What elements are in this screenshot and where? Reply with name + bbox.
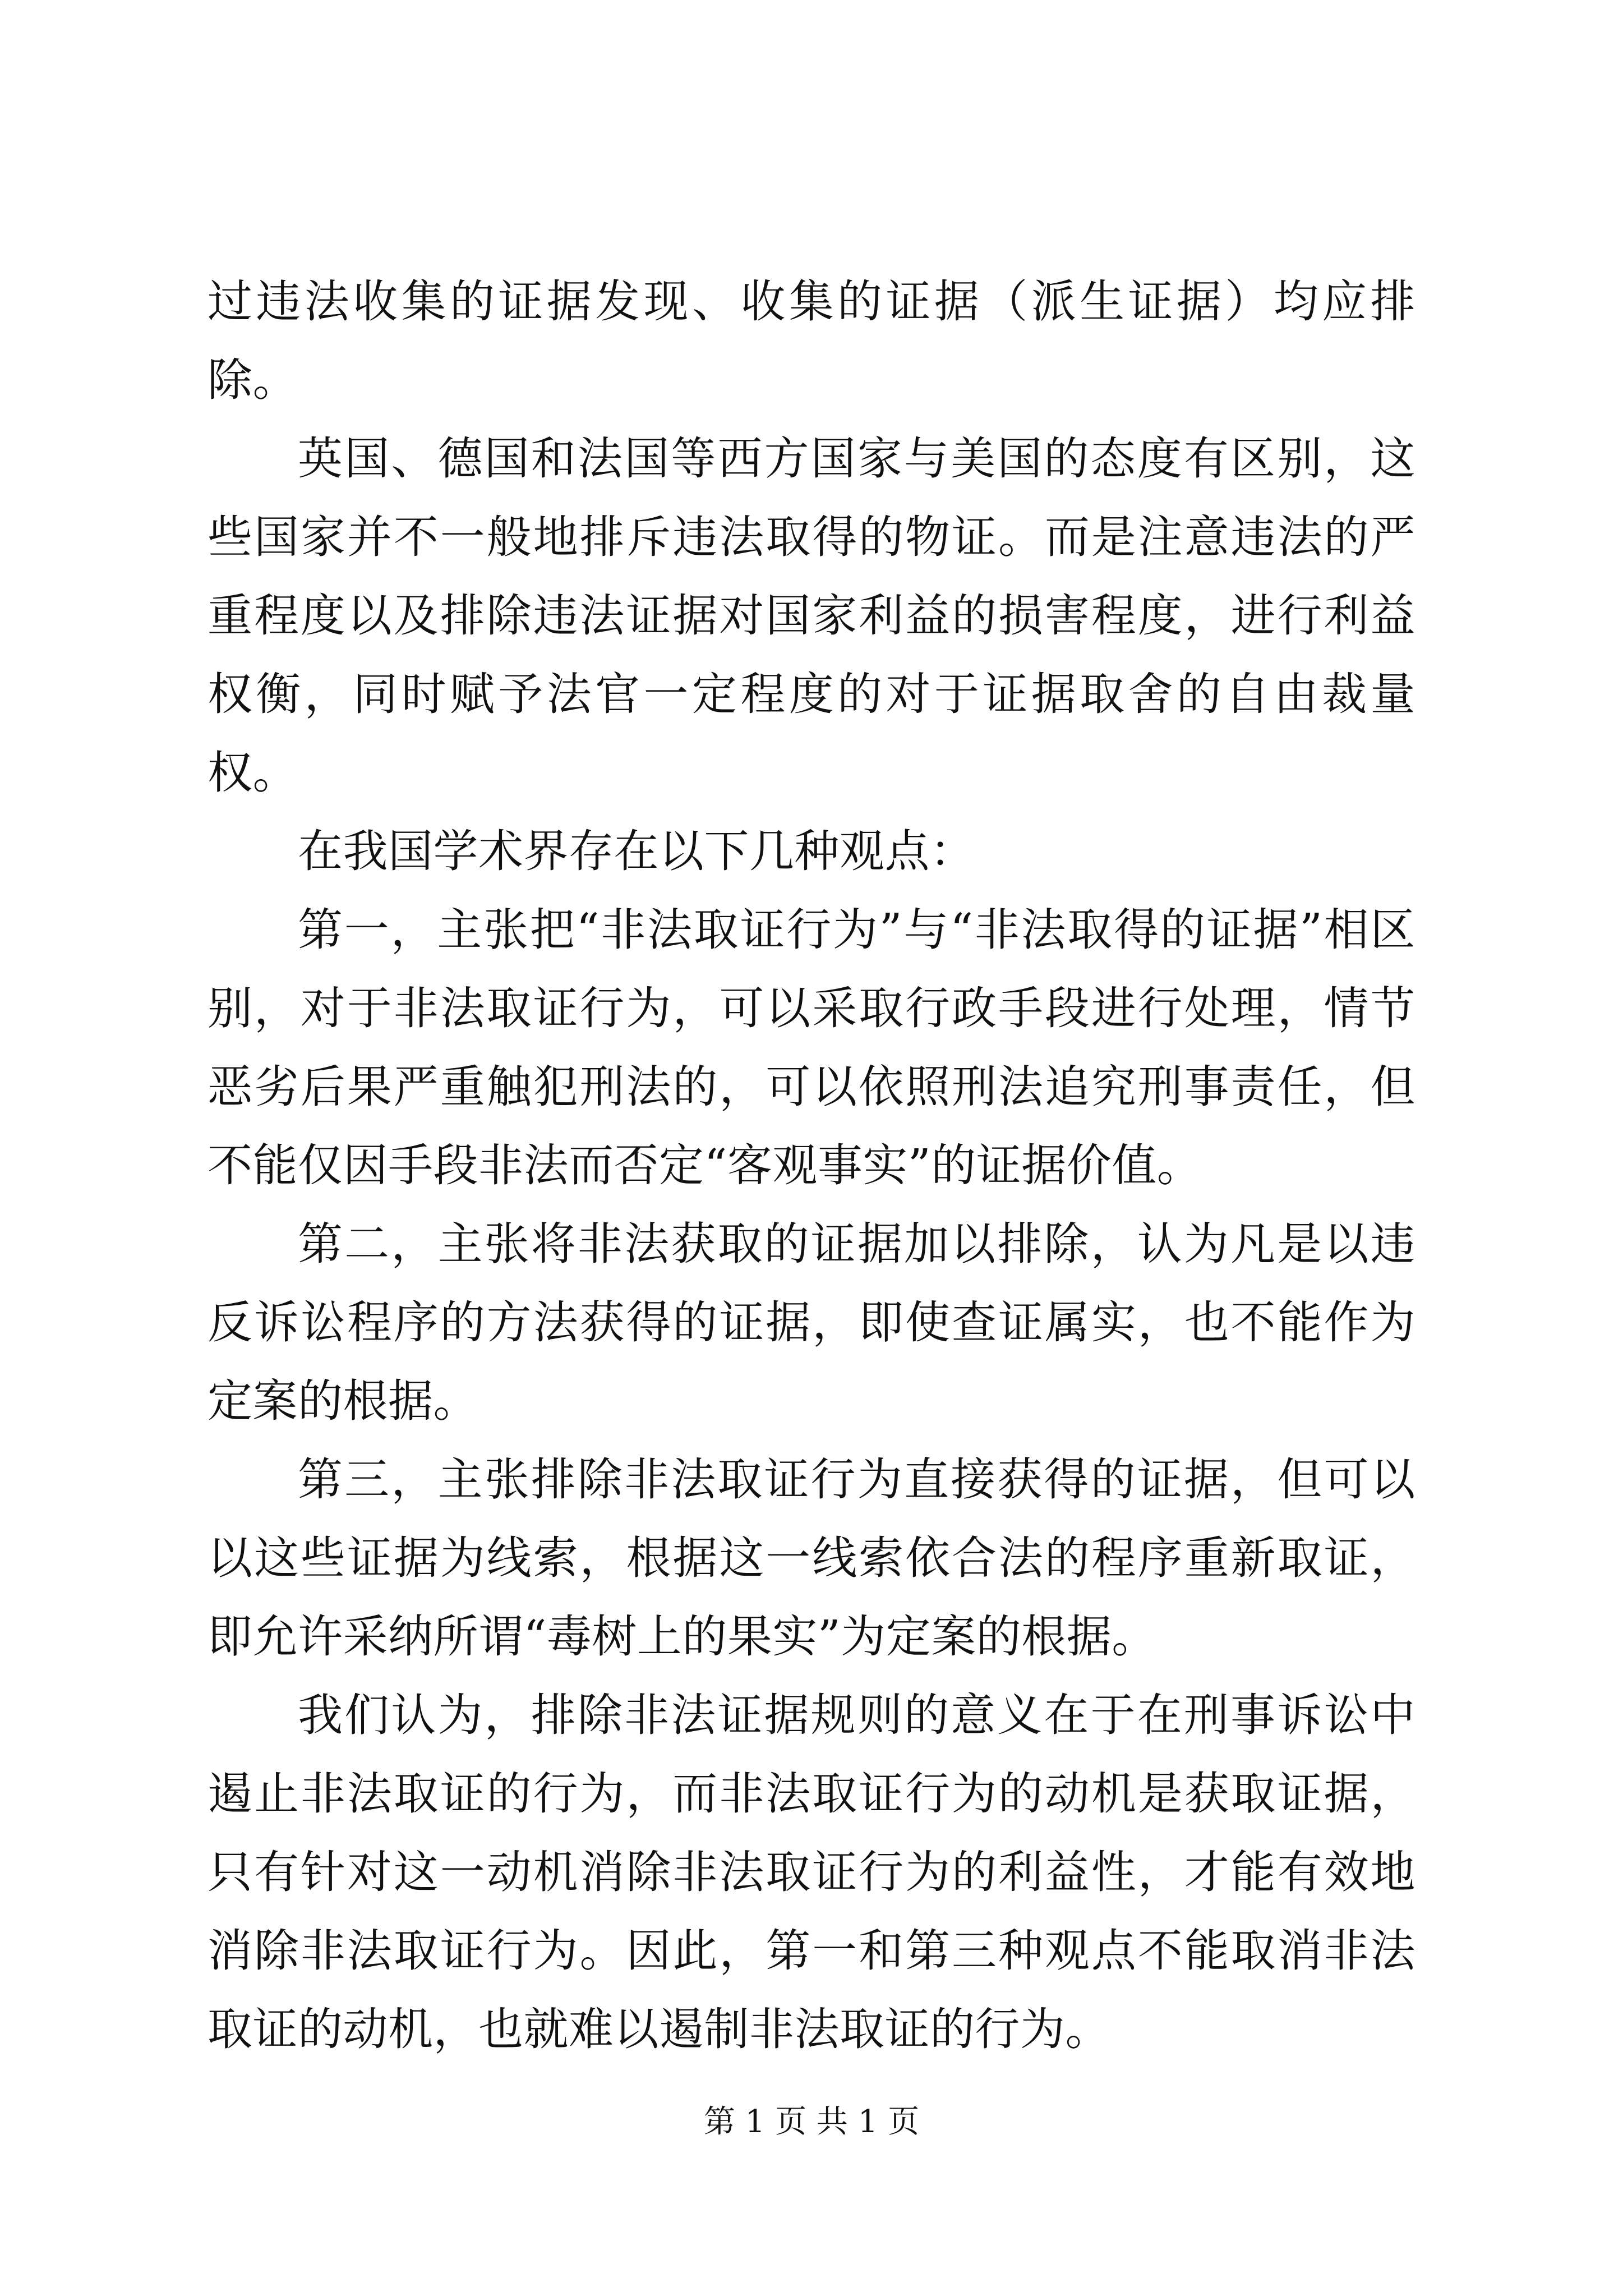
paragraph-view-three: 第三，主张排除非法取证行为直接获得的证据，但可以以这些证据为线索，根据这一线索依合法的程序重新取证，即允许采纳所谓“毒树上的果实”为定案的根据。 [208,1453,1415,1663]
paragraph-continuation: 过违法收集的证据发现、收集的证据（派生证据）均应排除。 [208,275,1415,406]
document-body [208,263,1415,2069]
paragraph-conclusion: 我们认为，排除非法证据规则的意义在于在刑事诉讼中遏止非法取证的行为，而非法取证行为的动机是获取证据，只有针对这一动机消除非法取证行为的利益性，才能有效地消除非法取证行为。因此，第一和第三种观点不能取消非法取证的动机，也就难以遏制非法取证的行为。 [208,1689,1415,2055]
paragraph-western-countries: 英国、德国和法国等西方国家与美国的态度有区别，这些国家并不一般地排斥违法取得的物证。而是注意违法的严重程度以及排除违法证据对国家利益的损害程度，进行利益权衡，同时赋予法官一定程度的对于证据取舍的自由裁量权。 [208,432,1415,799]
paragraph-academic-views-intro: 在我国学术界存在以下几种观点： [298,825,975,877]
paragraph-view-one: 第一，主张把“非法取证行为”与“非法取得的证据”相区别，对于非法取证行为，可以采取行政手段进行处理，情节恶劣后果严重触犯刑法的，可以依照刑法追究刑事责任，但不能仅因手段非法而否定“客观事实”的证据价值。 [208,904,1415,1191]
paragraph-view-two: 第二，主张将非法获取的证据加以排除，认为凡是以违反诉讼程序的方法获得的证据，即使查证属实，也不能作为定案的根据。 [208,1218,1415,1427]
page-footer: 第 1 页 共 1 页 [703,2104,920,2140]
